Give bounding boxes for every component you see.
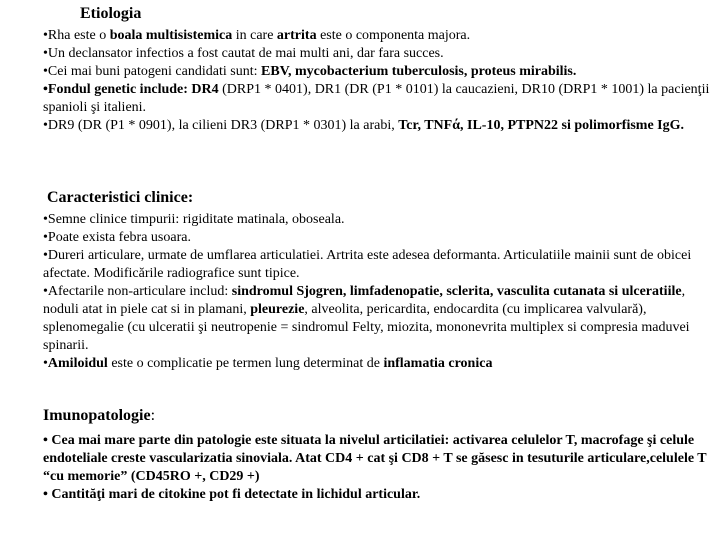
bullet-item [43, 229, 715, 247]
bullet-item [43, 486, 715, 504]
text-run: •Semne clinice timpurii: rigiditate matinala, oboseala. [43, 212, 345, 227]
bullet-item [43, 117, 715, 135]
bold-text-run: • Cea mai mare parte din patologie este situata la nivelul articilatiei: activarea celulelor T, macrofage şi celule endoteliale creste vascularizatia sinoviala. Atat CD4 + cat şi CD8 + T se găsesc in tesuturile articulare,celulele T “cu memorie” (CD45RO +, CD29 +) [43, 433, 707, 484]
bullet-item [43, 45, 715, 63]
bullet-item [43, 283, 715, 355]
bold-text-run: pleurezie [250, 302, 305, 317]
text-run: •Dureri articulare, urmate de umflarea articulatiei. Artrita este adesea deformanta. Articulatiile mainii sunt de obicei afectate. Modificările radiografice sunt tipice. [43, 248, 692, 281]
text-run: •Poate exista febra usoara. [43, 230, 191, 245]
caracteristici-list [43, 211, 715, 373]
text-run: , alveolita, pericardita, endocardita (cu implicarea valvulară), splenomegalie (cu ulceratii şi neutropenie = sindromul Felty, miozita, mononevrita multiplex si compresia maduvei spinarii. [43, 302, 690, 353]
bullet-item [43, 81, 715, 117]
bold-text-run: sindromul Sjogren, limfadenopatie, sclerita, vasculita cutanata si ulceratiile [231, 284, 682, 299]
bullet-item [43, 63, 715, 81]
text-run: •Un declansator infectios a fost cautat de mai multi ani, dar fara succes. [43, 46, 444, 61]
bullet-item [43, 211, 715, 229]
etiologia-heading: Etiologia [80, 5, 142, 22]
text-run: •DR9 (DR (P1 * 0901), la cilieni DR3 (DRP1 * 0301) la arabi, [43, 118, 399, 133]
text-run: •Afectarile non-articulare includ: [43, 284, 232, 299]
bold-text-run: boala multisistemica [109, 28, 233, 43]
bold-text-run: • Cantităţi mari de citokine pot fi detectate in lichidul articular. [43, 487, 421, 502]
text-run: •Cei mai buni patogeni candidati sunt: [43, 64, 261, 79]
imunopatologie-heading [43, 407, 155, 425]
text-run: , noduli atat in piele cat si in plamani, [43, 284, 686, 317]
bold-text-run: inflamatia cronica [383, 356, 493, 371]
bold-text-run: Tcr, TNFά, IL-10, PTPN22 si polimorfisme IgG. [398, 118, 684, 133]
text-run: •Rha este o [43, 28, 110, 43]
bullet-item [43, 27, 715, 45]
bullet-item [43, 247, 715, 283]
imunopatologie-title: Imunopatologie [43, 407, 151, 424]
bold-text-run: •Fondul genetic include: DR4 [43, 82, 219, 97]
text-run: • [43, 356, 48, 371]
text-run: in care [232, 28, 277, 43]
text-run: (DRP1 * 0401), DR1 (DR (P1 * 0101) la caucazieni, DR10 (DRP1 * 1001) la pacienţii spanioli şi italieni. [43, 82, 710, 115]
bullet-item [43, 432, 715, 486]
imunopatologie-colon: : [150, 407, 156, 424]
imunopatologie-list [43, 432, 715, 504]
bold-text-run: artrita [276, 28, 317, 43]
bullet-item [43, 355, 715, 373]
text-run: este o complicatie pe termen lung determinat de [107, 356, 384, 371]
text-run: este o componenta majora. [316, 28, 471, 43]
bold-text-run: EBV, mycobacterium tuberculosis, proteus mirabilis. [260, 64, 577, 79]
etiologia-list [43, 27, 715, 135]
caracteristici-heading: Caracteristici clinice: [47, 189, 194, 206]
bold-text-run: Amiloidul [47, 356, 108, 371]
